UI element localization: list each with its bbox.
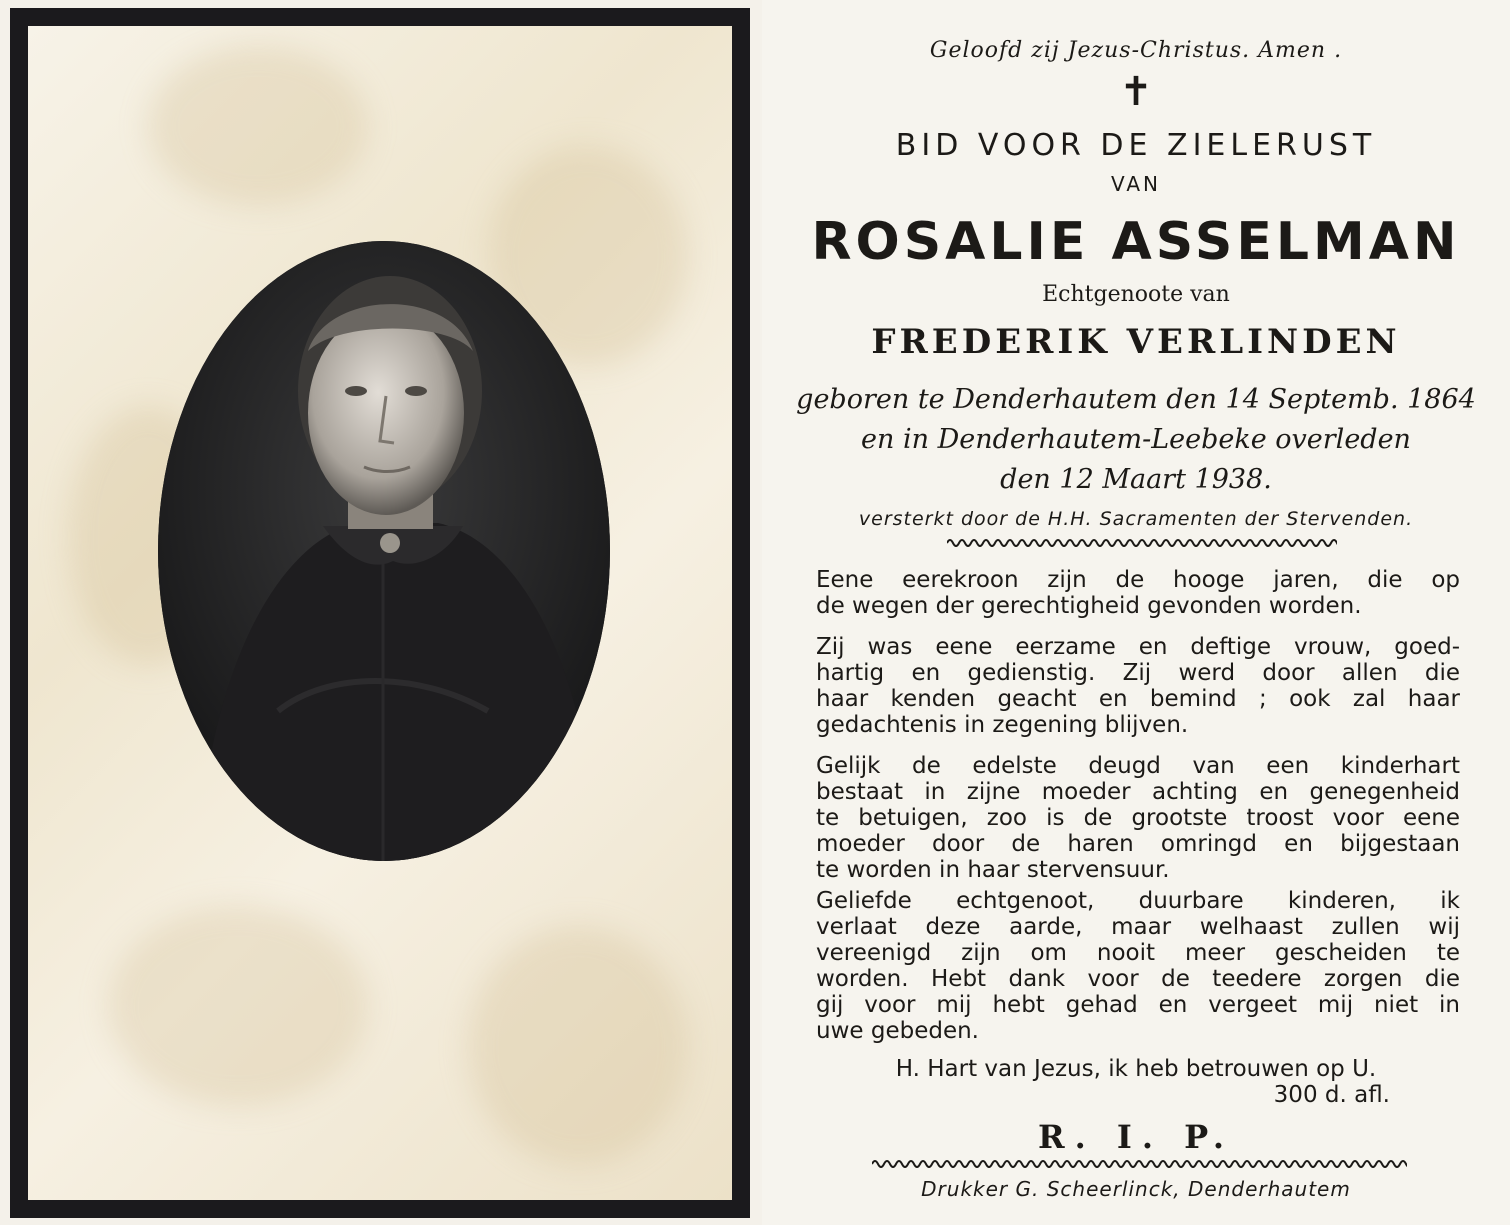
- paragraph-2: [816, 634, 1460, 738]
- wavy-divider-icon: [947, 536, 1337, 550]
- text-card: [762, 0, 1510, 1225]
- death-date-line: den 12 Maart 1938.: [1000, 464, 1272, 495]
- printer-credit: Drukker G. Scheerlinck, Denderhautem: [921, 1177, 1351, 1201]
- wavy-divider-icon: [872, 1157, 1407, 1171]
- van-label: VAN: [1110, 172, 1162, 196]
- paragraph-line: gedachtenis in zegening blijven.: [816, 712, 1189, 738]
- paragraph-line: te worden in haar stervensuur.: [816, 857, 1170, 883]
- deceased-name: ROSALIE ASSELMAN: [811, 212, 1461, 272]
- paragraph-3: [816, 753, 1460, 883]
- paragraph-line: vereenigd zijn om nooit meer gescheiden te: [816, 940, 1460, 966]
- paragraph-line: haar kenden geacht en bemind ; ook zal haar: [816, 686, 1460, 712]
- death-place-line: en in Denderhautem-Leebeke overleden: [861, 424, 1411, 455]
- cross-icon: ✝: [1119, 69, 1153, 115]
- paragraph-1: [816, 567, 1460, 619]
- paragraph-line: verlaat deze aarde, maar welhaast zullen wij: [816, 914, 1460, 940]
- prayer-heading: BID VOOR DE ZIELERUST: [895, 128, 1377, 163]
- paper-stain: [108, 906, 368, 1106]
- indulgence-note: 300 d. afl.: [1273, 1082, 1390, 1108]
- paragraph-line: gij voor mij hebt gehad en vergeet mij niet in: [816, 992, 1460, 1018]
- spouse-label: Echtgenoote van: [1042, 282, 1230, 307]
- paragraph-line: te betuigen, zoo is de grootste troost voor eene: [816, 805, 1460, 831]
- paragraph-line: hartig en gedienstig. Zij werd door allen die: [816, 660, 1460, 686]
- paragraph-line: de wegen der gerechtigheid gevonden worden.: [816, 593, 1362, 619]
- spouse-name: FREDERIK VERLINDEN: [871, 322, 1401, 362]
- sacraments-line: versterkt door de H.H. Sacramenten der Stervenden.: [858, 508, 1414, 530]
- portrait-figure-icon: [158, 241, 610, 861]
- header-prayer: Geloofd zij Jezus-Christus. Amen .: [929, 38, 1343, 63]
- paragraph-line: moeder door de haren omringd en bijgestaan: [816, 831, 1460, 857]
- paper-stain: [468, 926, 688, 1166]
- photo-card: [10, 8, 750, 1218]
- paper-stain: [148, 46, 368, 206]
- photo-card-paper: [28, 26, 732, 1200]
- closing-prayer: H. Hart van Jezus, ik heb betrouwen op U.: [895, 1056, 1377, 1082]
- paragraph-line: Eene eerekroon zijn de hooge jaren, die op: [816, 567, 1460, 593]
- paragraph-line: Gelijk de edelste deugd van een kinderhart: [816, 753, 1460, 779]
- portrait-photo: [158, 241, 610, 861]
- paragraph-line: worden. Hebt dank voor de teedere zorgen die: [816, 966, 1460, 992]
- paragraph-line: uwe gebeden.: [816, 1018, 979, 1044]
- paragraph-4: [816, 888, 1460, 1044]
- rip-mark: R. I. P.: [1037, 1118, 1235, 1156]
- paragraph-line: Zij was eene eerzame en deftige vrouw, goed-: [816, 634, 1460, 660]
- paragraph-line: Geliefde echtgenoot, duurbare kinderen, ik: [816, 888, 1460, 914]
- paragraph-line: bestaat in zijne moeder achting en genegenheid: [816, 779, 1460, 805]
- birth-line: geboren te Denderhautem den 14 Septemb. 1864: [796, 384, 1476, 415]
